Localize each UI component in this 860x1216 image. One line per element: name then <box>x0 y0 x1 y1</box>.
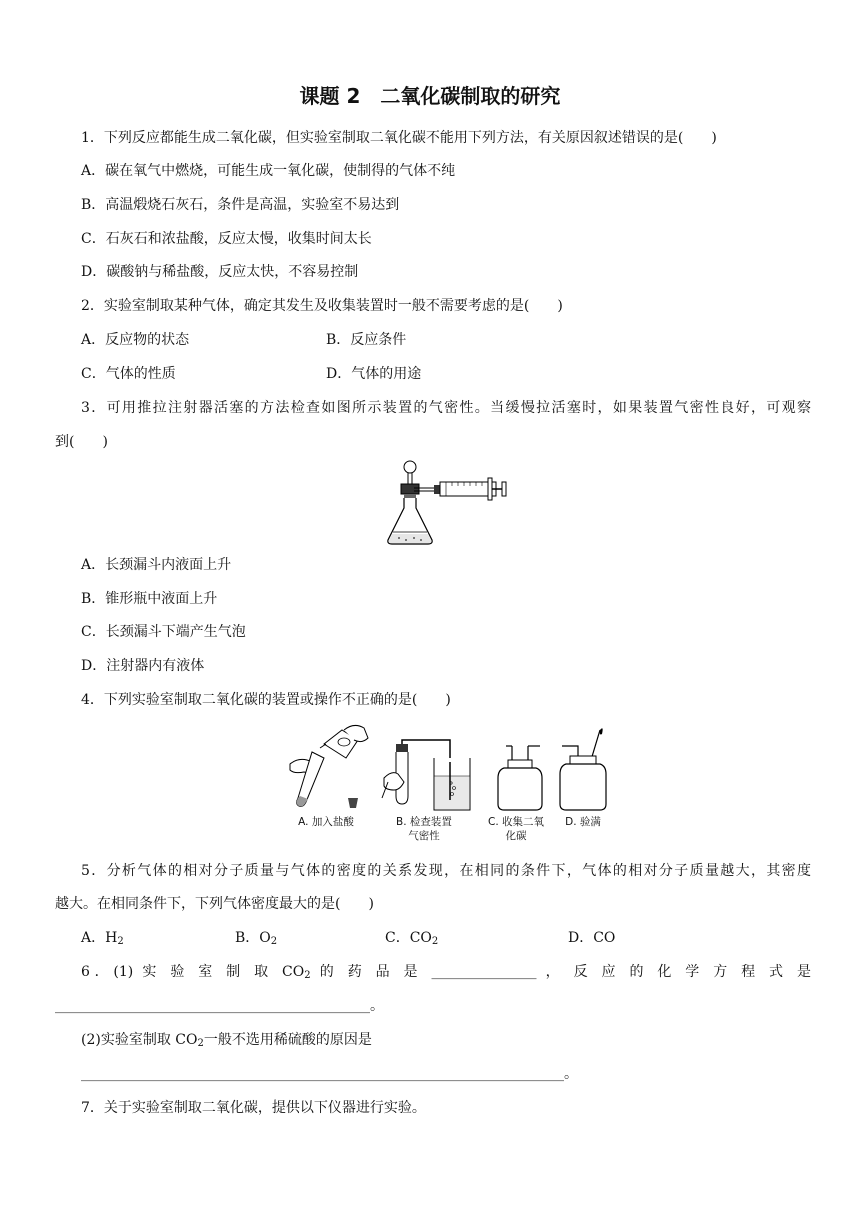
q4-stem: 4．下列实验室制取二氧化碳的装置或操作不正确的是( ) <box>81 692 451 708</box>
q1-option-d: D．碳酸钠与稀盐酸，反应太快，不容易控制 <box>81 264 359 280</box>
q2-option-d: D．气体的用途 <box>326 366 422 382</box>
q4-caption-b-line2: 气密性 <box>408 830 440 842</box>
q3-option-c: C．长颈漏斗下端产生气泡 <box>81 624 246 640</box>
q5-stem-line2: 越大。在相同条件下，下列气体密度最大的是( ) <box>55 896 374 912</box>
q4-figure-a-adding-acid <box>282 722 372 812</box>
q1-stem: 1．下列反应都能生成二氧化碳，但实验室制取二氧化碳不能用下列方法，有关原因叙述错误的是( ) <box>81 130 717 146</box>
q4-figure-d-testing-full <box>556 726 616 812</box>
q3-stem-line1: 3．可用推拉注射器活塞的方法检查如图所示装置的气密性。当缓慢拉活塞时，如果装置气密性良好，可观察 <box>81 400 811 416</box>
q7-stem: 7．关于实验室制取二氧化碳，提供以下仪器进行实验。 <box>81 1100 426 1116</box>
q3-option-d: D．注射器内有液体 <box>81 658 205 674</box>
q6-answer-blank-2[interactable]: _____________________________________________________________________。 <box>81 1066 578 1082</box>
q2-option-a: A．反应物的状态 <box>81 332 190 348</box>
q4-caption-b-line1: B. 检查装置 <box>396 816 452 828</box>
q4-caption-a: A. 加入盐酸 <box>298 816 354 828</box>
q3-option-b: B．锥形瓶中液面上升 <box>81 591 218 607</box>
q5-option-c: C．$CO_2$ <box>385 930 439 947</box>
q4-caption-c-line2: 化碳 <box>505 830 527 842</box>
q4-figure-b-airtightness-check <box>380 738 480 814</box>
q6-line1: 6．(1) 实 验 室 制 取 $CO_2$ 的 药 品 是 _______________ ， 反 应 的 化 学 方 程 式 是 <box>81 964 811 981</box>
q4-figure-c-collecting-co2 <box>492 742 552 812</box>
q6-answer-blank-1[interactable]: _____________________________________________。 <box>55 998 384 1014</box>
q1-option-a: A．碳在氧气中燃烧，可能生成一氧化碳，使制得的气体不纯 <box>81 163 456 179</box>
q3-option-a: A．长颈漏斗内液面上升 <box>81 557 232 573</box>
q4-caption-c-line1: C. 收集二氧 <box>487 816 544 828</box>
q5-option-d: D．CO <box>568 930 616 946</box>
q6-part2-stem: (2)实验室制取 $CO_2$一般不选用稀硫酸的原因是 <box>81 1032 372 1049</box>
q4-caption-d: D. 验满 <box>565 816 601 828</box>
q2-option-b: B．反应条件 <box>326 332 407 348</box>
page-title: 课题 2 二氧化碳制取的研究 <box>299 84 561 108</box>
q2-option-c: C．气体的性质 <box>81 366 176 382</box>
q1-option-b: B．高温煅烧石灰石，条件是高温，实验室不易达到 <box>81 197 400 213</box>
q5-option-b: B．$O_2$ <box>235 930 278 947</box>
q3-stem-line2: 到( ) <box>55 434 108 450</box>
q5-option-a: A．$H_2$ <box>81 930 124 947</box>
q3-apparatus-figure <box>384 458 514 548</box>
q2-stem: 2．实验室制取某种气体，确定其发生及收集装置时一般不需要考虑的是( ) <box>81 298 563 314</box>
q1-option-c: C．石灰石和浓盐酸，反应太慢，收集时间太长 <box>81 231 372 247</box>
q5-stem-line1: 5．分析气体的相对分子质量与气体的密度的关系发现，在相同的条件下，气体的相对分子质量越大，其密度 <box>81 863 811 879</box>
